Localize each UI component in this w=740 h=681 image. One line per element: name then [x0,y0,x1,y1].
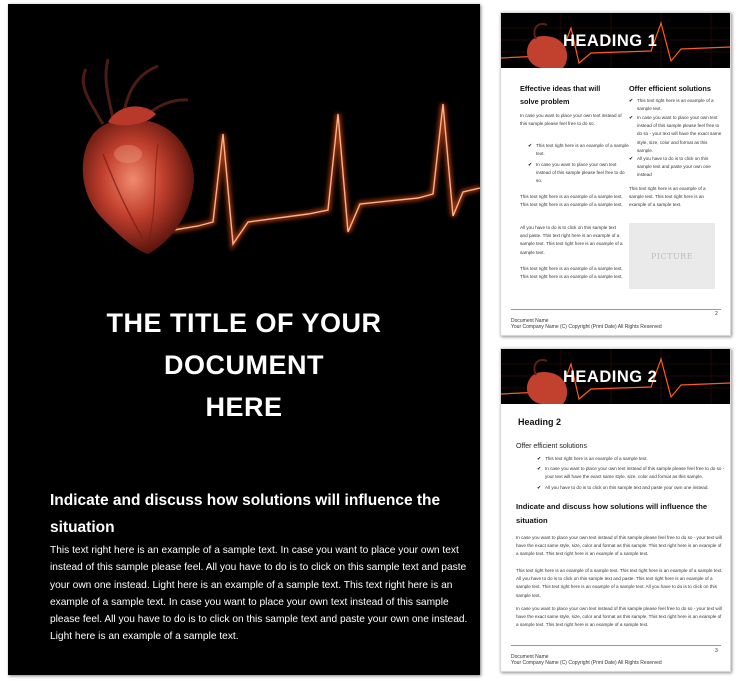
title-line-1: THE TITLE OF YOUR [106,308,382,338]
heading-1-title: HEADING 1 [563,32,658,50]
checkmark-icon: ✔ [629,156,634,162]
title-line-2: DOCUMENT [164,350,324,380]
page-banner [501,349,730,404]
footer-copyright: Your Company Name (C) Copyright (Print Date) All Rights Reserved [511,324,662,330]
checkmark-icon: ✔ [629,115,634,121]
paragraph-2: This text right here is an example of a sample text. This text right here is an example of a sample text. All you have to do is to click on this sample text and paste. This text right here is an example of a sample text. This text right here is an example of a sample text. All you have to do is to click on this sample text. [516,568,723,598]
footer-document-name: Document Name [511,318,549,324]
left-bullet-2: ✔ In case you want to place your own text instead of this sample please feel free to do so. [528,162,625,184]
page-thumbnail-heading-1[interactable] [500,12,731,336]
paragraph-3: In case you want to place your own text instead of this sample please feel free to do so - your text will have the exact same style, size, color and format as this sample. This text right here is an example of a sample text. This text right here is an example of a sample text. [516,606,722,628]
document-title [8,302,480,428]
page-number: 3 [715,648,718,654]
section-title: Indicate and discuss how solutions will influence the situation [516,502,708,525]
title-line-3: HERE [205,392,283,422]
bullet-2: ✔ In case you want to place your own text instead of this sample please feel free to do so - your text will have the exact same style, size, color and format as this sample. [537,466,725,480]
left-intro-text: In case you want to place your own text instead of this sample please feel free to do so. [520,113,622,127]
right-bullet-1: ✔ This text right here is an example of a sample text. [629,98,714,112]
footer-divider [511,645,721,646]
footer-copyright: Your Company Name (C) Copyright (Print Date) All Rights Reserved [511,660,662,666]
page-number: 2 [715,311,718,317]
subheading: Heading 2 [518,417,562,427]
checkmark-icon: ✔ [537,485,542,491]
bullet-1: ✔ This text right here is an example of a sample text. [537,456,648,462]
right-bullet-3: ✔ All you have to do is to click on this sample text and paste your own one instead [629,156,711,178]
right-paragraph: This text right here is an example of a sample text. This text right here is an example of a sample text. [629,186,706,208]
checkmark-icon: ✔ [537,466,542,472]
left-paragraph-2: All you have to do is to click on this sample text and paste. This text right here is an example of a sample text. This text right here is an example of a sample text. [520,225,623,255]
bullet-3: ✔ All you have to do is to click on this sample text and paste your own one instead. [537,485,709,491]
offer-title: Offer efficient solutions [516,443,587,450]
footer-divider [511,309,721,310]
page-thumbnail-heading-2[interactable] [500,348,731,672]
left-paragraph-1: This text right here is an example of a sample text. This text right here is an example of a sample text. [520,194,623,208]
checkmark-icon: ✔ [629,98,634,104]
checkmark-icon: ✔ [528,162,533,168]
right-bullet-2: ✔ In case you want to place your own text instead of this sample please feel free to do so - your text will have the exact same style, size, color and format as this sample. [629,115,722,153]
checkmark-icon: ✔ [537,456,542,462]
cover-body-text: This text right here is an example of a sample text. In case you want to place your own text instead of this sample please feel. All you have to do is to click on this sample text and paste your own one instead. Light here is an example of a sample text. This text right here is an example of a sample text. In case you want to place your own text instead of this sample please feel. All you have to do is to click on this sample text and paste your own one instead. Light here is an example of a sample text. [50,545,468,643]
footer-document-name: Document Name [511,654,549,660]
picture-placeholder: PICTURE [629,223,715,289]
cover-page [8,4,480,675]
left-bullet-1: ✔ This text right here is an example of a sample text. [528,143,629,157]
checkmark-icon: ✔ [528,143,533,149]
heart-ecg-illustration [8,4,480,294]
left-column-heading: Effective ideas that will solve problem [520,84,601,106]
cover-subtitle: Indicate and discuss how solutions will influence the situation [50,492,441,536]
page-banner [501,13,730,68]
right-column-heading: Offer efficient solutions [629,84,711,93]
heading-2-title: HEADING 2 [563,368,658,386]
left-paragraph-3: This text right here is an example of a sample text. This text right here is an example of a sample text. [520,266,623,280]
paragraph-1: In case you want to place your own text instead of this sample please feel free to do so - your text will have the exact same style, size, color and format as this sample. This text right here is an example of a sample text. This text right here is an example of a sample text. [516,535,722,557]
